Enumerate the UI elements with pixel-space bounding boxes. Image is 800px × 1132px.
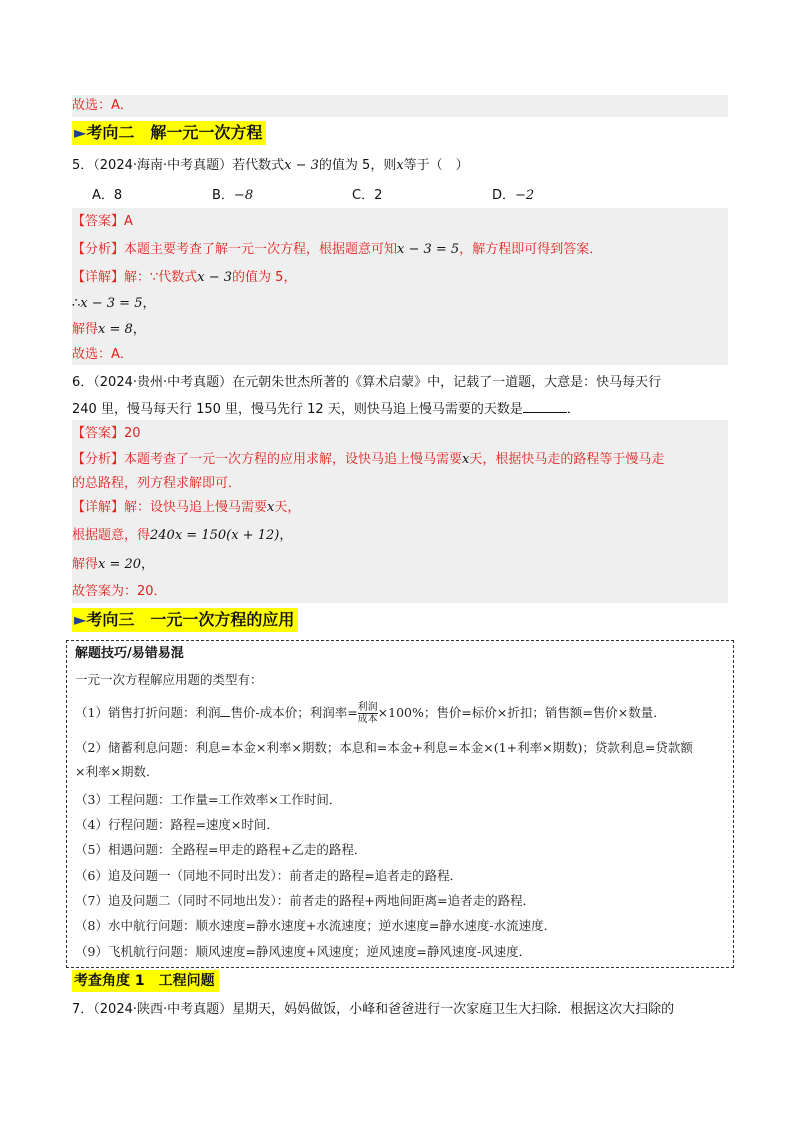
section-heading-2 [72,121,266,145]
tips-item-2-line-2: ×利率×期数． [75,764,159,779]
prev-solution-block [72,95,728,117]
angle-heading-1: 考查角度 1 工程问题 [72,970,219,992]
tips-item-9: （9）飞机航行问题：顺风速度=静风速度+风速度；逆风速度=静风速度-风速度． [75,944,532,959]
triangle-arrow-icon: ► [74,610,87,629]
question-5-stem: 5．（2024·海南·中考真题）若代数式x − 3的值为 5，则x等于（ ） [72,158,469,173]
question-5-option-c: C．2 [352,188,383,203]
section-heading-3 [72,608,298,632]
tips-item-7: （7）追及问题二（同时不同地出发）：前者走的路程+两地间距离=追者走的路程． [75,893,536,908]
question-5-conclusion: 故选：A． [72,347,133,362]
answer-blank [523,398,567,413]
tips-item-4: （4）行程问题：路程=速度×时间． [75,817,279,832]
tips-item-3: （3）工程问题：工作量=工作效率×工作时间． [75,792,342,807]
question-5-option-a: A．8 [92,188,123,203]
section-heading-2-text: 考向二 解一元一次方程 [86,123,263,142]
question-6-analysis-line-2: 的总路程，列方程求解即可． [72,476,242,491]
tips-item-2-line-1: （2）储蓄利息问题：利息=本金×利率×期数；本息和=本金+利息=本金×(1+利率×期数)；贷款利息=贷款额 [75,740,693,755]
question-5-step-1: ∴x − 3 = 5， [72,296,156,311]
section-heading-3-text: 考向三 一元一次方程的应用 [86,610,295,629]
question-5-analysis: 【分析】本题主要考查了解一元一次方程，根据题意可知x − 3 = 5，解方程即可得到答案． [72,242,603,257]
tips-item-5: （5）相遇问题：全路程=甲走的路程+乙走的路程． [75,842,367,857]
question-7-stem-line-1: 7．（2024·陕西·中考真题）星期天，妈妈做饭，小峰和爸爸进行一次家庭卫生大扫除．根据这次大扫除的 [72,1002,675,1017]
fraction: $\frac{\text{利润}}{\text{成本}}$ [357,702,378,725]
prev-conclusion: 故选：A． [72,98,133,113]
question-6-step-1: 根据题意，得240x = 150(x + 12)， [72,528,293,543]
tips-intro: 一元一次方程解应用题的类型有： [75,672,263,687]
question-6-step-2: 解得x = 20， [72,557,155,572]
question-6-stem-line-2: 240 里，慢马每天行 150 里，慢马先行 12 天，则快马追上慢马需要的天数是 ． [72,398,580,420]
tips-item-6: （6）追及问题一（同地不同时出发）：前者走的路程=追者走的路程． [75,868,463,883]
triangle-arrow-icon: ► [74,123,87,142]
question-5-option-d: D．−2 [492,188,535,203]
tips-title: 解题技巧/易错易混 [75,646,184,661]
question-5-answer: 【答案】A [72,214,133,229]
tips-item-1: （1）销售打折问题：利润 售价-成本价；利润率= $\frac{\text{利润}}{\text{成本}}$ ×100%；售价=标价×折扣；销售额=售价×数量． [75,702,666,725]
question-5-option-b: B．−8 [212,188,254,203]
question-6-stem-line-1: 6．（2024·贵州·中考真题）在元朝朱世杰所著的《算术启蒙》中，记载了一道题，大意是：快马每天行 [72,375,662,390]
question-5-step-2: 解得x = 8， [72,322,146,337]
question-5-detail: 【详解】解：∵代数式x − 3的值为 5， [72,270,297,285]
question-6-answer: 【答案】20 [72,426,141,441]
question-6-conclusion: 故答案为：20． [72,584,167,599]
question-6-analysis-line-1: 【分析】本题考查了一元一次方程的应用求解，设快马追上慢马需要x天，根据快马走的路程等于慢马走 [72,452,665,467]
tips-item-8: （8）水中航行问题：顺水速度=静水速度+水流速度；逆水速度=静水速度-水流速度． [75,918,557,933]
question-6-detail: 【详解】解：设快马追上慢马需要x天， [72,500,301,515]
